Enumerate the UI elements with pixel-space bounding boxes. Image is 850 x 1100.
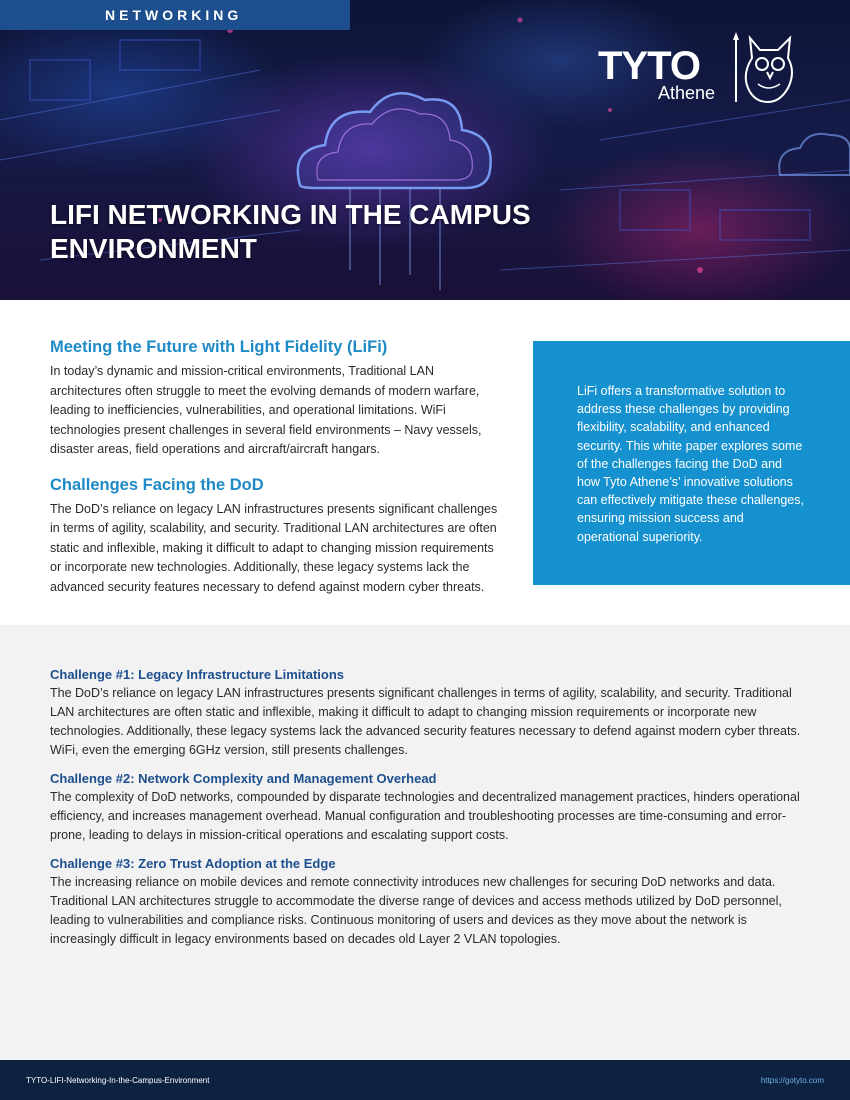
challenge-title: Challenge #2: Network Complexity and Management Overhead — [50, 771, 437, 786]
brand-logo — [596, 32, 806, 108]
intro-heading: Meeting the Future with Light Fidelity (LiFi) — [50, 338, 388, 356]
owl-icon — [730, 32, 800, 104]
challenges-section — [0, 625, 850, 1060]
dod-challenges-paragraph: The DoD’s reliance on legacy LAN infrastructures presents significant challenges in terms of agility, scalability, and security. Traditional LAN architectures are often static and inflexible, making it difficult to adapt to changing mission requirements or incorporate new technologies. Additionally, these legacy systems lack the advanced security features necessary to defend against modern cyber threats. — [50, 501, 498, 594]
hero-banner — [0, 0, 850, 300]
brand-name: TYTO — [598, 44, 700, 88]
challenge-body: The complexity of DoD networks, compounded by disparate technologies and decentralized management practices, hinders operational efficiency, and increases management overhead. Manual configuration and troubleshooting processes are time-consuming and error-prone, leading to delays in mission-critical operations and escalating support costs. — [50, 790, 800, 842]
callout-box — [533, 341, 850, 585]
intro-paragraph: In today’s dynamic and mission-critical environments, Traditional LAN architectures often struggle to meet the evolving demands of modern warfare, leading to inefficiencies, vulnerabilities, and operational limitations. WiFi technologies present challenges in several field environments – Navy vessels, disaster areas, field operations and aircraft/aircraft hangars. — [50, 364, 482, 456]
page-footer — [0, 1060, 850, 1100]
footer-document-name: TYTO-LIFI-Networking-In-the-Campus-Environment — [26, 1075, 210, 1085]
intro-section — [50, 336, 505, 597]
challenge-title: Challenge #1: Legacy Infrastructure Limitations — [50, 667, 345, 682]
brand-subname: Athene — [658, 83, 716, 103]
section-tag-label: NETWORKING — [105, 7, 243, 23]
page-title: LIFI NETWORKING IN THE CAMPUS ENVIRONMENT — [50, 199, 531, 264]
challenge-item — [50, 770, 802, 845]
challenge-title: Challenge #3: Zero Trust Adoption at the Edge — [50, 856, 336, 871]
challenge-item — [50, 666, 802, 760]
section-tag — [0, 0, 350, 30]
footer-url-link[interactable]: https://gotyto.com — [760, 1075, 824, 1085]
challenge-item — [50, 855, 802, 949]
challenge-body: The increasing reliance on mobile devices and remote connectivity introduces new challenges for securing DoD networks and data. Traditional LAN architectures struggle to accommodate the diverse range of devices and access methods utilized by DoD personnel, leading to vulnerabilities and compliance risks. Continuous monitoring of users and devices as they move about the network is increasingly difficult in legacy environments based on decades old Layer 2 VLAN topologies. — [50, 875, 782, 946]
callout-text: LiFi offers a transformative solution to address these challenges by providing flexibility, scalability, and enhanced security. This white paper explores some of the challenges facing the DoD and how Tyto Athene’s’ innovative solutions can effectively mitigate these challenges, ensuring mission success and operational superiority. — [577, 384, 804, 544]
dod-challenges-heading: Challenges Facing the DoD — [50, 475, 264, 494]
challenge-body: The DoD’s reliance on legacy LAN infrastructures presents significant challenges in terms of agility, scalability, and security. Traditional LAN architectures are often static and inflexible, making it difficult to adapt to changing mission requirements or incorporate new technologies. Additionally, these legacy systems lack the advanced security features necessary to defend against modern cyber threats. WiFi, even the emerging 6GHz version, still presents challenges. — [50, 686, 801, 757]
